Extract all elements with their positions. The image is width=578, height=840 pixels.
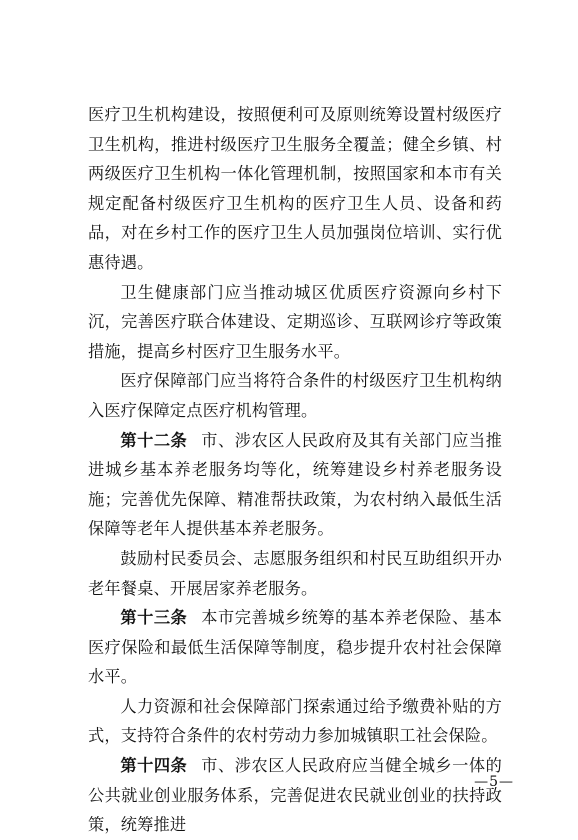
paragraph-text: 医疗卫生机构建设，按照便利可及原则统筹设置村级医疗卫生机构，推进村级医疗卫生服务全覆盖；健全乡镇、村两级医疗卫生机构一体化管理机制，按照国家和本市有关规定配备村级医疗卫生机构的医疗卫生人员、设备和药品，对在乡村工作的医疗卫生人员加强岗位培训、实行优惠待遇。: [88, 105, 502, 272]
article-text: 本市完善城乡统筹的基本养老保险、基本医疗保险和最低生活保障等制度，稳步提升农村社会保障水平。: [88, 608, 502, 687]
article-14: [88, 751, 502, 840]
article-title: 第十四条: [120, 756, 188, 776]
article-12: [88, 426, 502, 544]
paragraph-text: 卫生健康部门应当推动城区优质医疗资源向乡村下沉，完善医疗联合体建设、定期巡诊、互联网诊疗等政策措施，提高乡村医疗卫生服务水平。: [88, 282, 502, 361]
paragraph-5: [88, 544, 502, 603]
paragraph-7: [88, 692, 502, 751]
article-text: 市、涉农区人民政府及其有关部门应当推进城乡基本养老服务均等化，统筹建设乡村养老服务设施；完善优先保障、精准帮扶政策，为农村纳入最低生活保障等老年人提供基本养老服务。: [88, 430, 502, 539]
article-title: 第十二条: [120, 430, 188, 450]
article-title: 第十三条: [120, 608, 188, 628]
paragraph-text: 医疗保障部门应当将符合条件的村级医疗卫生机构纳入医疗保障定点医疗机构管理。: [88, 371, 502, 420]
article-13: [88, 603, 502, 692]
paragraph-text: 人力资源和社会保障部门探索通过给予缴费补贴的方式，支持符合条件的农村劳动力参加城镇职工社会保险。: [88, 696, 502, 746]
paragraph-1: [88, 100, 502, 278]
document-body: [88, 100, 502, 840]
paragraph-text: 鼓励村民委员会、志愿服务组织和村民互助组织开办老年餐桌、开展居家养老服务。: [88, 548, 502, 598]
article-text: 市、涉农区人民政府应当健全城乡一体的公共就业创业服务体系，完善促进农民就业创业的扶持政策，统筹推进: [88, 756, 502, 835]
paragraph-2: [88, 278, 502, 367]
page-number: —5—: [474, 774, 514, 790]
paragraph-3: [88, 366, 502, 425]
